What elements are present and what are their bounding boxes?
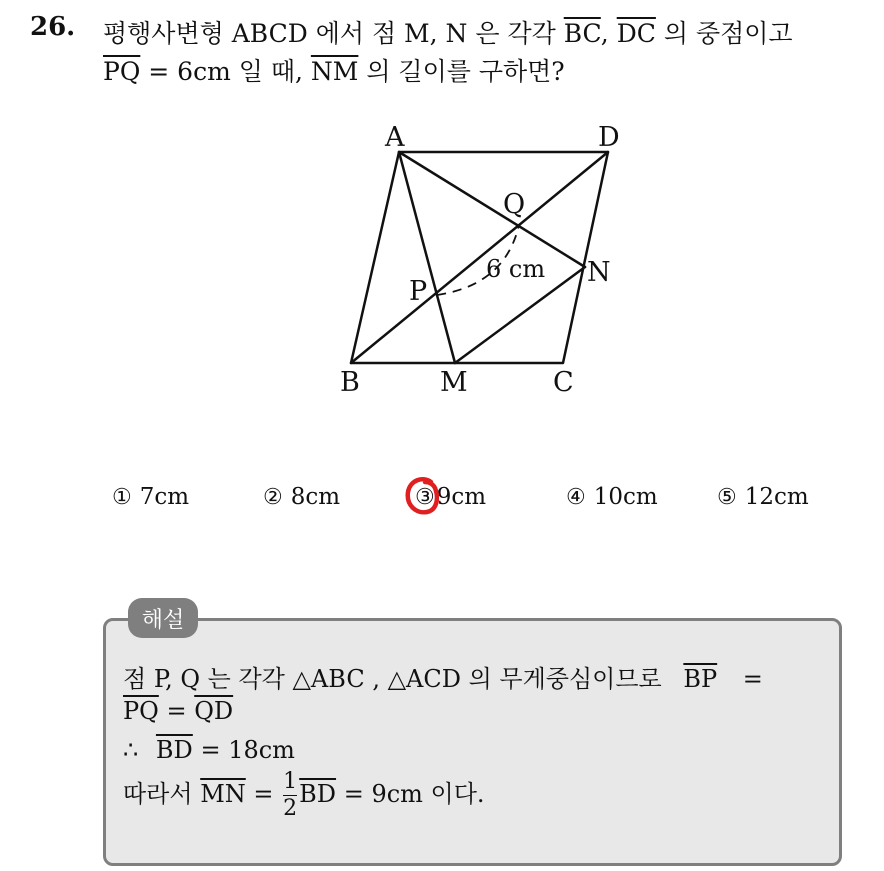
choice-5-text: 12cm [744,484,809,510]
measure-label: 6 cm [486,255,546,283]
solution-value-bd: = 18cm [200,736,295,764]
solution-eq-1: = [742,665,763,693]
fraction-denominator: 2 [283,796,298,821]
choice-4-text: 10cm [593,484,658,510]
choice-3-text: 9cm [436,484,487,510]
segment-dc: $\overline{DC}$ [616,19,656,48]
choice-2-symbol: ② [263,485,283,510]
solution-eq-2: = [166,697,187,725]
answer-choices [0,484,884,518]
choice-5-symbol: ⑤ [717,485,737,510]
solution-text-4a: 따라서 [123,780,193,808]
solution-seg-mn: $\overline{MN}$ [200,780,246,808]
solution-line-2 [123,697,233,725]
solution-text-4b: = 9cm 이다. [343,780,485,808]
label-c: C [553,367,574,398]
choice-5[interactable] [717,484,809,510]
choice-4-symbol: ④ [566,485,586,510]
question-number: 26. [30,12,76,42]
fraction-one-half [283,771,297,820]
label-m: M [440,367,468,398]
answer-circle-mark [405,474,439,518]
solution-eq-4: = [253,780,274,808]
question-text-2a: = 6cm 일 때, [148,57,303,86]
therefore-symbol: ∴ [123,736,139,764]
solution-seg-pq: $\overline{PQ}$ [123,697,159,725]
solution-tag: 해설 [128,598,198,638]
choice-3-symbol: ③ [415,485,435,510]
choice-1-symbol: ① [112,485,132,510]
solution-text-1: 점 P, Q 는 각각 △ABC , △ACD 의 무게중심이므로 [123,665,662,693]
label-d: D [598,122,620,153]
solution-line-3 [123,736,295,764]
solution-line-1 [123,659,763,694]
solution-seg-bp: $\overline{BP}$ [683,665,718,693]
segment-am [399,152,455,363]
label-a: A [385,122,405,153]
question-text-2b: 의 길이를 구하면? [366,57,565,86]
fraction-numerator: 1 [283,769,298,794]
segment-an [399,152,585,267]
choice-2-text: 8cm [290,484,341,510]
segment-nm: $\overline{NM}$ [310,57,359,86]
solution-seg-bd-2: $\overline{BD}$ [299,780,337,808]
segment-bc: $\overline{BC}$ [563,19,601,48]
label-n: N [587,257,611,288]
label-p: P [409,276,428,307]
label-b: B [340,367,360,398]
question-text-1a: 평행사변형 ABCD 에서 점 M, N 은 각각 [103,19,556,48]
solution-seg-bd: $\overline{BD}$ [155,736,193,764]
choice-1[interactable] [112,484,189,510]
question-text-1b: 의 중점이고 [663,19,793,48]
comma: , [600,19,609,48]
choice-4[interactable] [566,484,658,510]
choice-1-text: 7cm [139,484,190,510]
solution-line-4 [123,771,485,820]
segment-pq: $\overline{PQ}$ [103,57,141,86]
solution-seg-qd: $\overline{QD}$ [194,697,234,725]
choice-2[interactable] [263,484,340,510]
label-q: Q [503,189,526,220]
